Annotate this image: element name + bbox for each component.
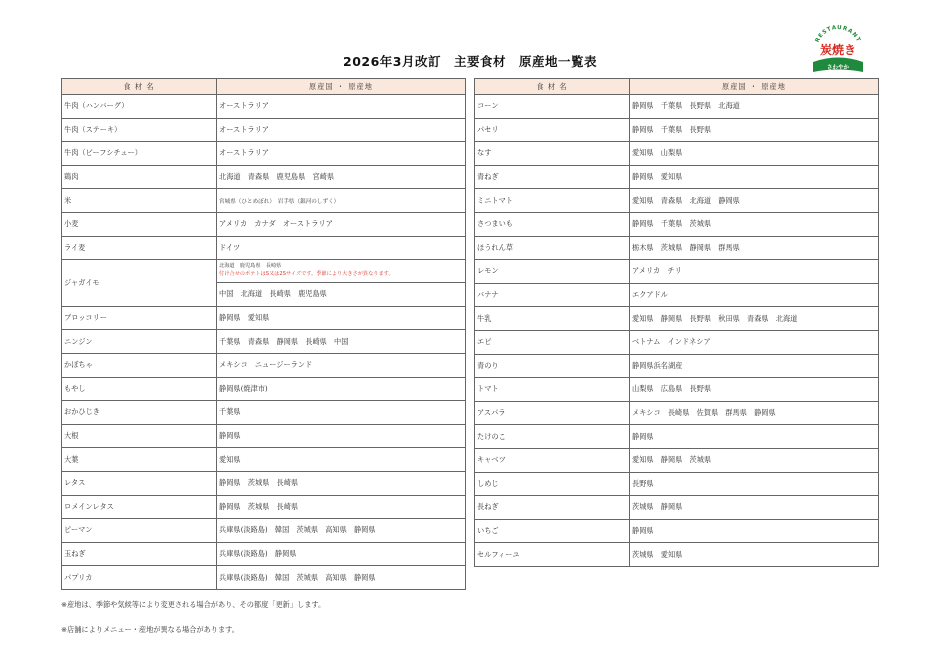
potato-origin-bottom: 中国 北海道 長崎県 鹿児島県 <box>219 289 327 299</box>
table-row <box>475 472 879 496</box>
origin-cell: 静岡県(焼津市) <box>217 377 466 401</box>
table-row <box>62 142 466 166</box>
table-row <box>475 307 879 331</box>
potato-size-note: 付け合せのポテトはS又は2Sサイズです。季節により大きさが異なります。 <box>219 271 394 278</box>
table-row <box>62 377 466 401</box>
origin-cell: 静岡県 茨城県 長崎県 <box>217 495 466 519</box>
footnote-origin-change: ※産地は、季節や気候等により変更される場合があり、その都度「更新」します。 <box>61 600 326 609</box>
table-row <box>62 424 466 448</box>
food-name-cell: パプリカ <box>62 566 217 590</box>
origin-cell: 茨城県 愛知県 <box>630 543 879 567</box>
table-row <box>62 401 466 425</box>
food-name-cell: ほうれん草 <box>475 236 630 260</box>
table-row <box>62 236 466 260</box>
svg-text:RESTAURANT: RESTAURANT <box>814 24 862 44</box>
table-row <box>475 118 879 142</box>
table-row <box>475 496 879 520</box>
page-title: 2026年3月改訂 主要食材 原産地一覧表 <box>343 54 597 69</box>
origin-cell: 千葉県 青森県 静岡県 長崎県 中国 <box>217 330 466 354</box>
table-row <box>475 425 879 449</box>
table-row <box>62 542 466 566</box>
food-name-cell: トマト <box>475 378 630 402</box>
table-row <box>475 401 879 425</box>
origin-cell: 静岡県 茨城県 長崎県 <box>217 471 466 495</box>
origin-cell: 兵庫県(淡路島) 韓国 茨城県 高知県 静岡県 <box>217 566 466 590</box>
food-name-header: 食 材 名 <box>475 79 630 95</box>
origin-cell: 愛知県 静岡県 長野県 秋田県 青森県 北海道 <box>630 307 879 331</box>
left-ingredient-table <box>61 78 466 590</box>
food-name-cell: キャベツ <box>475 448 630 472</box>
table-row <box>475 330 879 354</box>
origin-cell: 兵庫県(淡路島) 静岡県 <box>217 542 466 566</box>
origin-cell: 兵庫県(淡路島) 韓国 茨城県 高知県 静岡県 <box>217 519 466 543</box>
food-name-cell: なす <box>475 142 630 166</box>
table-row <box>475 236 879 260</box>
table-row <box>475 543 879 567</box>
origin-cell: 静岡県 千葉県 長野県 <box>630 118 879 142</box>
food-name-cell: レタス <box>62 471 217 495</box>
origin-cell: 長野県 <box>630 472 879 496</box>
origin-cell: 静岡県 愛知県 <box>630 165 879 189</box>
origin-cell: オーストラリア <box>217 95 466 119</box>
restaurant-logo <box>809 20 867 78</box>
table-row <box>62 353 466 377</box>
right-ingredient-table <box>474 78 879 567</box>
origin-cell: 愛知県 静岡県 茨城県 <box>630 448 879 472</box>
table-row <box>475 378 879 402</box>
table-row <box>62 189 466 213</box>
origin-cell: 山梨県 広島県 長野県 <box>630 378 879 402</box>
table-row <box>62 566 466 590</box>
food-name-cell: ライ麦 <box>62 236 217 260</box>
table-row <box>475 519 879 543</box>
origin-cell <box>217 260 466 307</box>
food-name-cell: コーン <box>475 95 630 119</box>
food-name-cell: 鶏肉 <box>62 165 217 189</box>
origin-cell: 宮城県（ひとめぼれ） 岩手県（銀河のしずく） <box>217 189 466 213</box>
table-row <box>62 165 466 189</box>
table-row <box>475 260 879 284</box>
table-row <box>62 260 466 307</box>
origin-cell: 静岡県 <box>630 425 879 449</box>
food-name-cell: 牛肉（ビーフシチュー） <box>62 142 217 166</box>
table-row <box>62 448 466 472</box>
origin-cell: 静岡県 千葉県 茨城県 <box>630 212 879 236</box>
table-row <box>62 118 466 142</box>
food-name-cell: もやし <box>62 377 217 401</box>
origin-cell: ベトナム インドネシア <box>630 330 879 354</box>
table-row <box>62 519 466 543</box>
origin-cell: 愛知県 山梨県 <box>630 142 879 166</box>
origin-cell: メキシコ ニュージーランド <box>217 353 466 377</box>
table-row <box>475 165 879 189</box>
table-row <box>62 495 466 519</box>
table-row <box>62 212 466 236</box>
potato-origin-top: 北海道 鹿児島県 長崎県 <box>219 263 282 270</box>
table-row <box>475 95 879 119</box>
food-name-cell: いちご <box>475 519 630 543</box>
food-name-cell: 青のり <box>475 354 630 378</box>
food-name-cell: しめじ <box>475 472 630 496</box>
origin-cell: 千葉県 <box>217 401 466 425</box>
food-name-cell: おかひじき <box>62 401 217 425</box>
food-name-cell: かぼちゃ <box>62 353 217 377</box>
origin-cell: 栃木県 茨城県 静岡県 群馬県 <box>630 236 879 260</box>
food-name-cell: レモン <box>475 260 630 284</box>
food-name-cell: セルフィーユ <box>475 543 630 567</box>
food-name-cell: バナナ <box>475 283 630 307</box>
food-name-cell: 牛肉（ハンバーグ） <box>62 95 217 119</box>
food-name-cell: 青ねぎ <box>475 165 630 189</box>
table-row <box>475 212 879 236</box>
food-name-cell: 牛乳 <box>475 307 630 331</box>
food-name-cell: エビ <box>475 330 630 354</box>
food-name-header: 食 材 名 <box>62 79 217 95</box>
food-name-cell: 小麦 <box>62 212 217 236</box>
food-name-cell: さつまいも <box>475 212 630 236</box>
origin-cell: オーストラリア <box>217 118 466 142</box>
footnote-store-difference: ※店舗によりメニュー・産地が異なる場合があります。 <box>61 625 239 634</box>
food-name-cell: ロメインレタス <box>62 495 217 519</box>
origin-cell: アメリカ チリ <box>630 260 879 284</box>
origin-header: 原産国 ・ 原産地 <box>217 79 466 95</box>
origin-cell: 愛知県 青森県 北海道 静岡県 <box>630 189 879 213</box>
origin-cell: 静岡県 愛知県 <box>217 306 466 330</box>
svg-text:さわやか: さわやか <box>826 65 850 71</box>
food-name-cell: ピーマン <box>62 519 217 543</box>
food-name-cell: 大葉 <box>62 448 217 472</box>
origin-cell: 静岡県 <box>217 424 466 448</box>
origin-cell: メキシコ 長崎県 佐賀県 群馬県 静岡県 <box>630 401 879 425</box>
table-row <box>62 330 466 354</box>
food-name-cell: たけのこ <box>475 425 630 449</box>
table-row <box>62 306 466 330</box>
table-row <box>475 354 879 378</box>
food-name-cell: 牛肉（ステーキ） <box>62 118 217 142</box>
potato-origin-primary <box>217 260 465 283</box>
origin-cell: 静岡県浜名湖産 <box>630 354 879 378</box>
origin-cell: 愛知県 <box>217 448 466 472</box>
origin-cell: 静岡県 <box>630 519 879 543</box>
origin-cell: 北海道 青森県 鹿児島県 宮崎県 <box>217 165 466 189</box>
table-row <box>475 283 879 307</box>
table-row <box>62 471 466 495</box>
origin-cell: 茨城県 静岡県 <box>630 496 879 520</box>
food-name-cell: アスパラ <box>475 401 630 425</box>
origin-cell: アメリカ カナダ オーストラリア <box>217 212 466 236</box>
food-name-cell: 米 <box>62 189 217 213</box>
origin-cell: 静岡県 千葉県 長野県 北海道 <box>630 95 879 119</box>
food-name-cell: ニンジン <box>62 330 217 354</box>
table-row <box>62 95 466 119</box>
food-name-cell: 長ねぎ <box>475 496 630 520</box>
table-row <box>475 448 879 472</box>
table-row <box>475 189 879 213</box>
origin-cell: オーストラリア <box>217 142 466 166</box>
svg-text:炭焼き: 炭焼き <box>819 43 857 57</box>
food-name-cell: ブロッコリー <box>62 306 217 330</box>
origin-cell: ドイツ <box>217 236 466 260</box>
origin-header: 原産国 ・ 原産地 <box>630 79 879 95</box>
origin-cell: エクアドル <box>630 283 879 307</box>
food-name-cell: パセリ <box>475 118 630 142</box>
food-name-cell: ジャガイモ <box>62 260 217 307</box>
food-name-cell: 玉ねぎ <box>62 542 217 566</box>
table-row <box>475 142 879 166</box>
food-name-cell: ミニトマト <box>475 189 630 213</box>
food-name-cell: 大根 <box>62 424 217 448</box>
